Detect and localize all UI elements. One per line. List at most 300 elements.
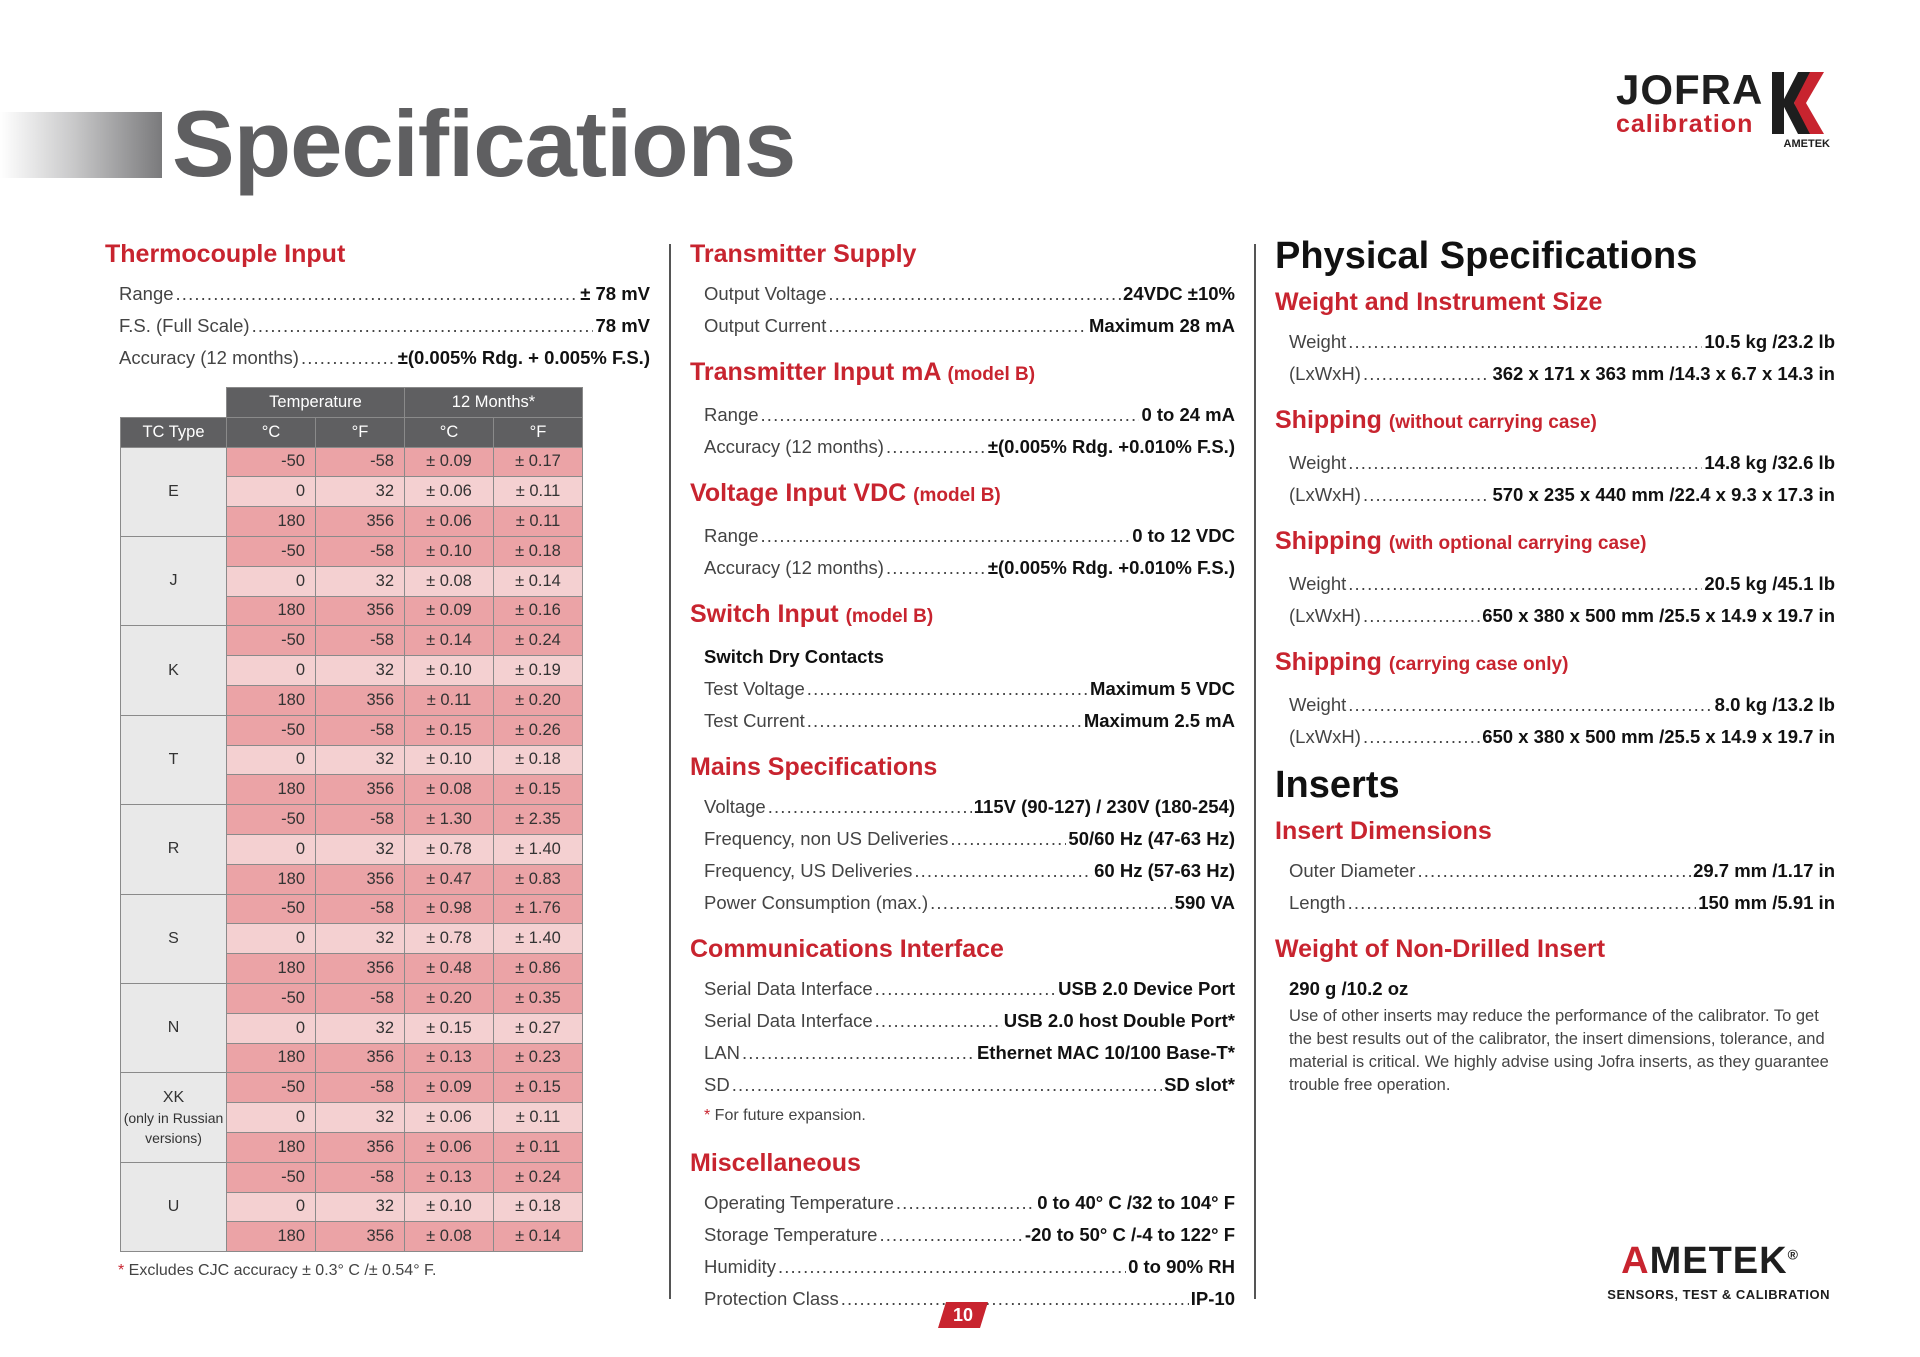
spec-row (690, 399, 1235, 431)
ametek-logo-initial: A (1621, 1240, 1650, 1282)
temperature-cell: 0 (227, 1103, 316, 1133)
tc-type-cell (121, 536, 227, 625)
spec-label: Range (704, 404, 759, 425)
dot-leader (732, 1069, 1162, 1101)
accuracy-cell: ± 0.14 (405, 626, 494, 656)
spec-value: 0 to 90% RH (1128, 1256, 1235, 1277)
spec-value: 650 x 380 x 500 mm /25.5 x 14.9 x 19.7 in (1482, 726, 1835, 747)
spec-value: 50/60 Hz (47-63 Hz) (1068, 828, 1235, 849)
temperature-cell: -58 (316, 894, 405, 924)
table-header-blank (121, 388, 227, 418)
tc-type-label: T (168, 750, 179, 768)
note-text: For future expansion. (710, 1107, 866, 1124)
accuracy-cell: ± 0.23 (494, 1043, 583, 1073)
section-title: Miscellaneous (690, 1149, 861, 1177)
dot-leader (950, 823, 1066, 855)
spec-row (690, 705, 1235, 737)
temperature-cell: -58 (316, 536, 405, 566)
spec-value: 590 VA (1174, 892, 1235, 913)
temperature-cell: -58 (316, 447, 405, 477)
dot-leader (252, 310, 594, 342)
column-thermocouple (105, 238, 650, 374)
spec-row (1275, 568, 1835, 600)
dot-leader (914, 855, 1092, 887)
insert-advice-text: Use of other inserts may reduce the performance of the calibrator. To get the best results out of the calibrator, the insert dimensions, tolerance, and material is critical. We highly advise using Jofra inserts, as they guarantee trouble free operation. (1289, 1007, 1829, 1094)
footnote-star: * (118, 1262, 125, 1279)
accuracy-cell: ± 0.06 (405, 1103, 494, 1133)
spec-row (690, 1069, 1235, 1101)
temperature-cell: 0 (227, 924, 316, 954)
accuracy-cell: ± 0.08 (405, 1222, 494, 1252)
accuracy-cell: ± 1.40 (494, 834, 583, 864)
spec-row (1275, 689, 1835, 721)
accuracy-cell: ± 0.18 (494, 536, 583, 566)
tc-type-label: N (167, 1019, 180, 1037)
table-row (121, 1073, 583, 1103)
spec-value: 20.5 kg /45.1 lb (1704, 573, 1835, 594)
table-column-header: TC Type (121, 417, 227, 447)
column-divider (1254, 244, 1256, 1299)
temperature-cell: -50 (227, 894, 316, 924)
spec-value: 570 x 235 x 440 mm /22.4 x 9.3 x 17.3 in (1492, 484, 1835, 505)
accuracy-cell: ± 0.10 (405, 536, 494, 566)
spec-label: Length (1289, 892, 1346, 913)
tc-type-label: J (169, 572, 178, 590)
spec-label: Weight (1289, 331, 1347, 352)
section-title-text: Shipping (1275, 648, 1382, 676)
accuracy-cell: ± 0.18 (494, 745, 583, 775)
accuracy-cell: ± 0.14 (494, 566, 583, 596)
dot-leader (886, 552, 986, 584)
section-title-sub: (model B) (947, 364, 1036, 385)
spec-value: 650 x 380 x 500 mm /25.5 x 14.9 x 19.7 in (1482, 605, 1835, 626)
dot-leader (875, 1005, 1002, 1037)
temperature-cell: 32 (316, 477, 405, 507)
spec-label: F.S. (Full Scale) (119, 315, 250, 336)
tc-type-cell (121, 805, 227, 894)
logo-sub: calibration (1616, 110, 1754, 138)
logo-brand: JOFRA (1616, 66, 1764, 113)
dot-leader (778, 1251, 1126, 1283)
tc-type-label: R (167, 840, 180, 858)
spec-label: Frequency, US Deliveries (704, 860, 913, 881)
temperature-cell: 0 (227, 566, 316, 596)
spec-row (105, 278, 650, 310)
spec-label: Range (119, 283, 174, 304)
temperature-cell: 356 (316, 1043, 405, 1073)
spec-value: Ethernet MAC 10/100 Base-T* (976, 1042, 1235, 1063)
section-title: Thermocouple Input (105, 240, 346, 268)
spec-row (690, 791, 1235, 823)
table-row (121, 983, 583, 1013)
insert-weight-value: 290 g /10.2 oz (1289, 978, 1409, 999)
accuracy-cell: ± 0.11 (405, 685, 494, 715)
spec-label: Range (704, 525, 759, 546)
temperature-cell: 32 (316, 1013, 405, 1043)
temperature-cell: 356 (316, 1132, 405, 1162)
section-title: Insert Dimensions (1275, 817, 1492, 845)
section-title-text: Switch Input (690, 600, 839, 628)
accuracy-cell: ± 0.83 (494, 864, 583, 894)
section-title (1275, 525, 1835, 560)
temperature-cell: 356 (316, 596, 405, 626)
spec-label: Protection Class (704, 1288, 839, 1309)
accuracy-cell: ± 0.08 (405, 775, 494, 805)
section-title-text: Shipping (1275, 527, 1382, 555)
table-row (121, 536, 583, 566)
section-title (690, 356, 1235, 391)
temperature-cell: 180 (227, 1043, 316, 1073)
spec-value: ± 78 mV (580, 283, 650, 304)
spec-row (1275, 721, 1835, 753)
temperature-cell: -58 (316, 1073, 405, 1103)
accuracy-cell: ± 0.78 (405, 924, 494, 954)
spec-label: Weight (1289, 452, 1347, 473)
spec-value: USB 2.0 host Double Port* (1003, 1010, 1235, 1031)
spec-value: 150 mm /5.91 in (1698, 892, 1835, 913)
spec-row (1275, 447, 1835, 479)
spec-value: 0 to 24 mA (1141, 404, 1235, 425)
spec-label: Test Voltage (704, 678, 805, 699)
table-column-header: °F (494, 417, 583, 447)
table-column-header-row (121, 417, 583, 447)
tc-type-cell (121, 447, 227, 536)
tc-type-label: XK (162, 1088, 185, 1106)
dot-leader (1348, 568, 1702, 600)
ametek-logo (1590, 1240, 1830, 1283)
table-body (121, 447, 583, 1252)
section-title: Mains Specifications (690, 753, 938, 781)
tc-type-cell (121, 626, 227, 715)
spec-row (1275, 600, 1835, 632)
accuracy-cell: ± 0.86 (494, 954, 583, 984)
tc-type-cell (121, 1162, 227, 1251)
accuracy-cell: ± 0.10 (405, 1192, 494, 1222)
temperature-cell: -58 (316, 983, 405, 1013)
temperature-cell: -50 (227, 983, 316, 1013)
spec-label: Output Voltage (704, 283, 827, 304)
spec-row (690, 1251, 1235, 1283)
dot-leader (828, 278, 1121, 310)
spec-value: 78 mV (595, 315, 650, 336)
temperature-cell: 356 (316, 1222, 405, 1252)
dot-leader (301, 342, 396, 374)
dot-leader (761, 520, 1131, 552)
note-star: * (704, 1107, 711, 1124)
table-row (121, 1162, 583, 1192)
section-title: Transmitter Supply (690, 240, 917, 268)
footnote-text: Excludes CJC accuracy ± 0.3° C /± 0.54° F. (124, 1262, 437, 1279)
temperature-cell: -58 (316, 1162, 405, 1192)
table-group-header-row (121, 388, 583, 418)
accuracy-cell: ± 1.30 (405, 805, 494, 835)
spec-row (690, 520, 1235, 552)
spec-label: (LxWxH) (1289, 726, 1361, 747)
accuracy-cell: ± 0.19 (494, 656, 583, 686)
dot-leader (807, 705, 1082, 737)
temperature-cell: 356 (316, 507, 405, 537)
comms-note (690, 1105, 1235, 1127)
dot-leader (841, 1283, 1189, 1315)
tc-type-note: (only in Russian versions) (123, 1109, 224, 1146)
spec-row (690, 1005, 1235, 1037)
ametek-tagline: SENSORS, TEST & CALIBRATION (1607, 1287, 1830, 1302)
accuracy-cell: ± 0.06 (405, 477, 494, 507)
logo-maker: AMETEK (1783, 138, 1830, 150)
spec-row (690, 431, 1235, 463)
table-column-header: °F (316, 417, 405, 447)
accuracy-cell: ± 1.76 (494, 894, 583, 924)
tc-type-label: U (167, 1197, 180, 1215)
spec-label: Power Consumption (max.) (704, 892, 929, 913)
accuracy-cell: ± 0.27 (494, 1013, 583, 1043)
spec-value: 10.5 kg /23.2 lb (1704, 331, 1835, 352)
tc-type-label: K (168, 661, 179, 679)
column-physical (1275, 232, 1835, 1097)
accuracy-cell: ± 0.11 (494, 1132, 583, 1162)
accuracy-cell: ± 0.24 (494, 1162, 583, 1192)
temperature-cell: 356 (316, 864, 405, 894)
spec-row (690, 1219, 1235, 1251)
accuracy-cell: ± 0.98 (405, 894, 494, 924)
spec-row (690, 673, 1235, 705)
accuracy-cell: ± 0.20 (405, 983, 494, 1013)
spec-row (690, 278, 1235, 310)
section-title (690, 598, 1235, 633)
temperature-cell: 180 (227, 775, 316, 805)
jofra-logo (1610, 62, 1830, 152)
dot-leader (1363, 358, 1491, 390)
spec-value: ±(0.005% Rdg. +0.010% F.S.) (987, 557, 1235, 578)
dot-leader (896, 1187, 1035, 1219)
table-row (121, 447, 583, 477)
spec-row (105, 342, 650, 374)
accuracy-cell: ± 0.48 (405, 954, 494, 984)
accuracy-cell: ± 0.20 (494, 685, 583, 715)
accuracy-cell: ± 1.40 (494, 924, 583, 954)
accuracy-cell: ± 0.11 (494, 1103, 583, 1133)
accuracy-cell: ± 0.09 (405, 596, 494, 626)
table-group-header: Temperature (227, 388, 405, 418)
spec-row (690, 1187, 1235, 1219)
tc-type-label: S (168, 929, 179, 947)
temperature-cell: 180 (227, 685, 316, 715)
spec-value: 115V (90-127) / 230V (180-254) (973, 796, 1235, 817)
spec-label: Accuracy (12 months) (119, 347, 299, 368)
accuracy-cell: ± 0.15 (494, 1073, 583, 1103)
section-title-sub: (model B) (913, 485, 1001, 506)
table-row (121, 715, 583, 745)
spec-value: SD slot* (1164, 1074, 1235, 1095)
table-row (121, 805, 583, 835)
accuracy-cell: ± 0.47 (405, 864, 494, 894)
subheading: Switch Dry Contacts (704, 646, 884, 667)
accuracy-cell: ± 0.24 (494, 626, 583, 656)
temperature-cell: 180 (227, 954, 316, 984)
temperature-cell: -50 (227, 447, 316, 477)
dot-leader (1348, 447, 1702, 479)
temperature-cell: -58 (316, 715, 405, 745)
section-title (690, 477, 1235, 512)
temperature-cell: -50 (227, 626, 316, 656)
spec-value: USB 2.0 Device Port (1058, 978, 1235, 999)
section-title-text: Transmitter Input mA (690, 358, 941, 386)
page-number (938, 1302, 988, 1328)
spec-row (1275, 887, 1835, 919)
page-title: Specifications (172, 91, 796, 196)
accuracy-cell: ± 0.26 (494, 715, 583, 745)
dot-leader (828, 310, 1087, 342)
spec-label: Accuracy (12 months) (704, 436, 884, 457)
dot-leader (1363, 600, 1480, 632)
spec-row (690, 310, 1235, 342)
dot-leader (875, 973, 1056, 1005)
spec-value: 29.7 mm /1.17 in (1693, 860, 1835, 881)
spec-row (690, 1037, 1235, 1069)
section-title (1275, 404, 1835, 439)
accuracy-cell: ± 0.18 (494, 1192, 583, 1222)
spec-label: Serial Data Interface (704, 1010, 873, 1031)
table-row (121, 894, 583, 924)
spec-row (690, 823, 1235, 855)
registered-mark: ® (1787, 1246, 1799, 1263)
accuracy-cell: ± 0.10 (405, 745, 494, 775)
spec-label: Serial Data Interface (704, 978, 873, 999)
spec-label: Weight (1289, 694, 1347, 715)
section-title: Communications Interface (690, 935, 1004, 963)
temperature-cell: 180 (227, 864, 316, 894)
table-group-header: 12 Months* (405, 388, 583, 418)
temperature-cell: -50 (227, 536, 316, 566)
temperature-cell: 0 (227, 1192, 316, 1222)
spec-label: (LxWxH) (1289, 605, 1361, 626)
temperature-cell: 32 (316, 1192, 405, 1222)
temperature-cell: 32 (316, 834, 405, 864)
temperature-cell: 0 (227, 834, 316, 864)
temperature-cell: -50 (227, 805, 316, 835)
spec-label: Output Current (704, 315, 827, 336)
section-title-text: Voltage Input VDC (690, 479, 907, 507)
dot-leader (1348, 887, 1697, 919)
temperature-cell: 180 (227, 596, 316, 626)
spec-value: 24VDC ±10% (1123, 283, 1235, 304)
dot-leader (886, 431, 986, 463)
spec-value: 14.8 kg /32.6 lb (1704, 452, 1835, 473)
tc-type-cell (121, 1073, 227, 1162)
spec-row (690, 887, 1235, 919)
accuracy-cell: ± 2.35 (494, 805, 583, 835)
temperature-cell: 356 (316, 685, 405, 715)
spec-row (1275, 855, 1835, 887)
spec-label: Frequency, non US Deliveries (704, 828, 949, 849)
table-column-header: °C (405, 417, 494, 447)
spec-label: Weight (1289, 573, 1347, 594)
temperature-cell: 0 (227, 477, 316, 507)
temperature-cell: 32 (316, 745, 405, 775)
spec-value: 0 to 40° C /32 to 104° F (1037, 1192, 1235, 1213)
spec-row (690, 552, 1235, 584)
spec-value: IP-10 (1190, 1288, 1235, 1309)
table-column-header: °C (227, 417, 316, 447)
accuracy-cell: ± 0.14 (494, 1222, 583, 1252)
dot-leader (768, 791, 972, 823)
spec-row (690, 973, 1235, 1005)
spec-row (690, 855, 1235, 887)
temperature-cell: -50 (227, 715, 316, 745)
dot-leader (1348, 689, 1712, 721)
title-gradient-bar (0, 112, 162, 178)
accuracy-cell: ± 0.15 (494, 775, 583, 805)
section-title-text: Shipping (1275, 406, 1382, 434)
spec-label: Storage Temperature (704, 1224, 878, 1245)
temperature-cell: -50 (227, 1073, 316, 1103)
accuracy-cell: ± 0.11 (494, 507, 583, 537)
section-title: Weight and Instrument Size (1275, 288, 1603, 316)
spec-label: Voltage (704, 796, 766, 817)
temperature-cell: -50 (227, 1162, 316, 1192)
dot-leader (930, 887, 1173, 919)
section-title-sub: (model B) (845, 606, 934, 627)
ametek-logo-rest: METEK (1649, 1240, 1788, 1282)
section-title (1275, 646, 1835, 681)
accuracy-cell: ± 0.06 (405, 1132, 494, 1162)
temperature-cell: -58 (316, 805, 405, 835)
accuracy-cell: ± 0.78 (405, 834, 494, 864)
dot-leader (1363, 479, 1491, 511)
accuracy-cell: ± 0.09 (405, 447, 494, 477)
temperature-cell: 32 (316, 656, 405, 686)
page-number-text: 10 (952, 1305, 974, 1325)
accuracy-cell: ± 0.10 (405, 656, 494, 686)
accuracy-cell: ± 0.13 (405, 1043, 494, 1073)
dot-leader (176, 278, 579, 310)
section-title: Weight of Non-Drilled Insert (1275, 935, 1606, 963)
spec-label: Test Current (704, 710, 805, 731)
accuracy-cell: ± 0.11 (494, 477, 583, 507)
tc-type-label: E (168, 482, 179, 500)
inserts-title: Inserts (1275, 764, 1400, 806)
dot-leader (807, 673, 1088, 705)
dot-leader (879, 1219, 1022, 1251)
spec-label: LAN (704, 1042, 740, 1063)
spec-label: (LxWxH) (1289, 484, 1361, 505)
column-electrical (690, 238, 1235, 1315)
dot-leader (1417, 855, 1691, 887)
temperature-cell: 356 (316, 775, 405, 805)
accuracy-cell: ± 0.08 (405, 566, 494, 596)
spec-value: 8.0 kg /13.2 lb (1714, 694, 1835, 715)
spec-value: Maximum 28 mA (1089, 315, 1235, 336)
temperature-cell: 356 (316, 954, 405, 984)
accuracy-cell: ± 0.09 (405, 1073, 494, 1103)
dot-leader (1348, 326, 1702, 358)
tc-type-cell (121, 894, 227, 983)
accuracy-cell: ± 0.35 (494, 983, 583, 1013)
table-footnote (118, 1262, 436, 1280)
spec-value: 362 x 171 x 363 mm /14.3 x 6.7 x 14.3 in (1492, 363, 1835, 384)
spec-label: (LxWxH) (1289, 363, 1361, 384)
spec-label: Accuracy (12 months) (704, 557, 884, 578)
accuracy-cell: ± 0.06 (405, 507, 494, 537)
spec-label: Operating Temperature (704, 1192, 894, 1213)
temperature-cell: 0 (227, 656, 316, 686)
tc-type-cell (121, 715, 227, 804)
temperature-cell: 32 (316, 1103, 405, 1133)
accuracy-cell: ± 0.15 (405, 1013, 494, 1043)
table-row (121, 626, 583, 656)
temperature-cell: 0 (227, 745, 316, 775)
spec-label: SD (704, 1074, 730, 1095)
